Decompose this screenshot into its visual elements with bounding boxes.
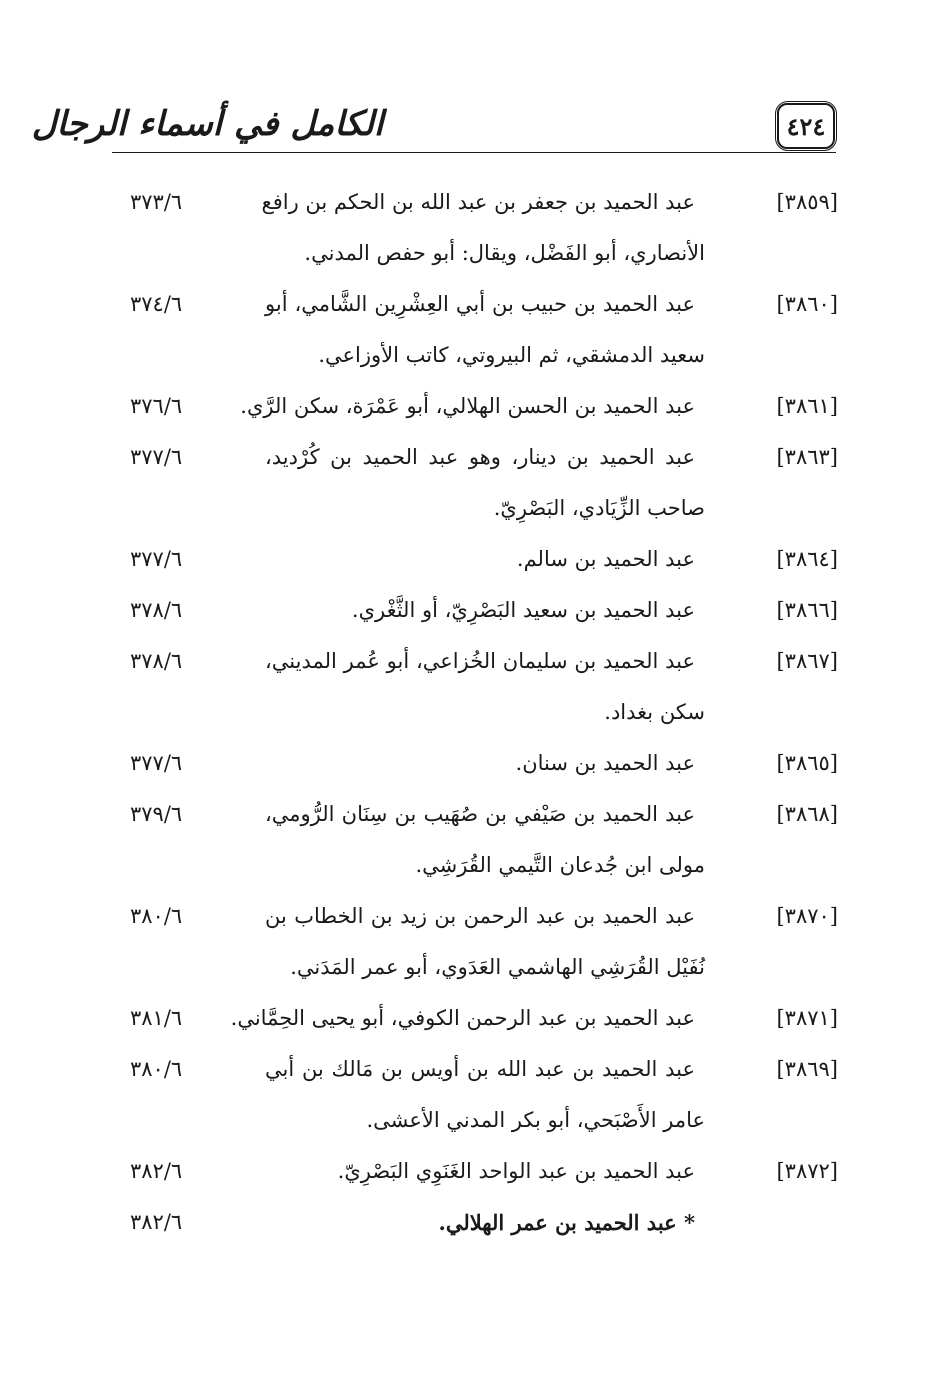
entry-text: عبد الحميد بن عبد الرحمن بن زيد بن الخطاب بن (265, 904, 695, 928)
entry-text: عبد الحميد بن سنان. (515, 751, 695, 775)
entry-line (0, 1159, 950, 1210)
entry-line (0, 904, 950, 955)
entry-reference: ٣٧٨/٦ (130, 598, 183, 622)
entry-number: [٣٨٦٧] (776, 649, 838, 673)
entry-line (0, 751, 950, 802)
entry-list (0, 190, 950, 1261)
entry-line (0, 394, 950, 445)
entry-text: عبد الحميد بن سالم. (516, 547, 695, 571)
entry-text: سكن بغداد. (604, 700, 705, 724)
entry-text: عبد الحميد بن جعفر بن عبد الله بن الحكم بن رافع (261, 190, 695, 214)
entry (0, 598, 950, 649)
entry (0, 547, 950, 598)
entry-line (0, 598, 950, 649)
entry-reference: ٣٧٣/٦ (130, 190, 183, 214)
entry (0, 445, 950, 547)
entry-reference: ٣٨٢/٦ (130, 1159, 183, 1183)
entry-text: الأنصاري، أبو الفَضْل، ويقال: أبو حفص المدني. (304, 241, 705, 265)
entry (0, 292, 950, 394)
entry-number: [٣٨٦١] (776, 394, 838, 418)
entry (0, 1159, 950, 1210)
header-rule (112, 152, 836, 153)
entry-reference: ٣٧٤/٦ (130, 292, 183, 316)
entry-text: عامر الأَصْبَحي، أبو بكر المدني الأعشى. (366, 1108, 705, 1132)
entry-text: * عبد الحميد بن عمر الهلالي. (438, 1210, 695, 1235)
entry-line (0, 547, 950, 598)
entry-number: [٣٨٦٣] (776, 445, 838, 469)
entry (0, 1210, 950, 1261)
entry-line (0, 292, 950, 343)
entry-number: [٣٨٧٠] (776, 904, 838, 928)
entry-reference: ٣٧٧/٦ (130, 547, 183, 571)
entry-number: [٣٨٦٥] (776, 751, 838, 775)
entry (0, 904, 950, 1006)
entry-number: [٣٨٦٨] (776, 802, 838, 826)
entry-text: عبد الحميد بن سليمان الخُزاعي، أبو عُمر المديني، (265, 649, 695, 673)
entry-reference: ٣٨٠/٦ (130, 1057, 183, 1081)
entry (0, 1006, 950, 1057)
entry-number: [٣٨٥٩] (776, 190, 838, 214)
entry-text: عبد الحميد بن حبيب بن أبي العِشْرِين الشَّامي، أبو (265, 292, 695, 316)
entry-text: عبد الحميد بن الحسن الهلالي، أبو عَمْرَة، سكن الرَّي. (240, 394, 695, 418)
entry-reference: ٣٧٧/٦ (130, 445, 183, 469)
entry-line (0, 955, 950, 1006)
entry-line (0, 802, 950, 853)
entry (0, 649, 950, 751)
entry (0, 190, 950, 292)
book-title: الكامل في أسماء الرجال (31, 104, 384, 144)
entry-line (0, 853, 950, 904)
entry-number: [٣٨٦٩] (776, 1057, 838, 1081)
entry (0, 1057, 950, 1159)
entry-text: عبد الحميد بن عبد الله بن أويس بن مَالك بن أبي (265, 1057, 695, 1081)
entry-line (0, 496, 950, 547)
entry-line (0, 1006, 950, 1057)
entry-text: سعيد الدمشقي، ثم البيروتي، كاتب الأوزاعي. (318, 343, 705, 367)
entry-line (0, 241, 950, 292)
entry-text: عبد الحميد بن سعيد البَصْرِيّ، أو الثَّغْري. (351, 598, 695, 622)
entry-reference: ٣٧٩/٦ (130, 802, 183, 826)
entry-text: عبد الحميد بن دينار، وهو عبد الحميد بن كُرْديد، (265, 445, 695, 469)
page-number: ٤٢٤ (777, 103, 835, 149)
entry-number: [٣٨٧٢] (776, 1159, 838, 1183)
entry-line (0, 1210, 950, 1261)
entry (0, 394, 950, 445)
entry-text: عبد الحميد بن صَيْفي بن صُهَيب بن سِنَان الرُّومي، (265, 802, 695, 826)
entry-line (0, 1057, 950, 1108)
entry-reference: ٣٨١/٦ (130, 1006, 183, 1030)
entry-number: [٣٨٦٠] (776, 292, 838, 316)
entry-reference: ٣٨٢/٦ (130, 1210, 183, 1234)
entry-line (0, 190, 950, 241)
entry-text: صاحب الزِّيَادي، البَصْرِيّ. (493, 496, 705, 520)
entry-text: عبد الحميد بن عبد الواحد الغَنَوِي البَصْرِيّ. (337, 1159, 695, 1183)
entry-reference: ٣٧٧/٦ (130, 751, 183, 775)
entry-line (0, 1108, 950, 1159)
entry-line (0, 343, 950, 394)
entry-line (0, 700, 950, 751)
entry-line (0, 649, 950, 700)
entry-text: نُفَيْل القُرَشِي الهاشمي العَدَوي، أبو عمر المَدَني. (290, 955, 705, 979)
entry (0, 802, 950, 904)
entry-number: [٣٨٦٦] (776, 598, 838, 622)
entry-reference: ٣٨٠/٦ (130, 904, 183, 928)
entry-text: عبد الحميد بن عبد الرحمن الكوفي، أبو يحيى الحِمَّاني. (230, 1006, 695, 1030)
entry-reference: ٣٧٦/٦ (130, 394, 183, 418)
entry-number: [٣٨٧١] (776, 1006, 838, 1030)
entry-text: مولى ابن جُدعان التَّيمي القُرَشِي. (415, 853, 705, 877)
entry-line (0, 445, 950, 496)
entry-reference: ٣٧٨/٦ (130, 649, 183, 673)
entry (0, 751, 950, 802)
entry-number: [٣٨٦٤] (776, 547, 838, 571)
